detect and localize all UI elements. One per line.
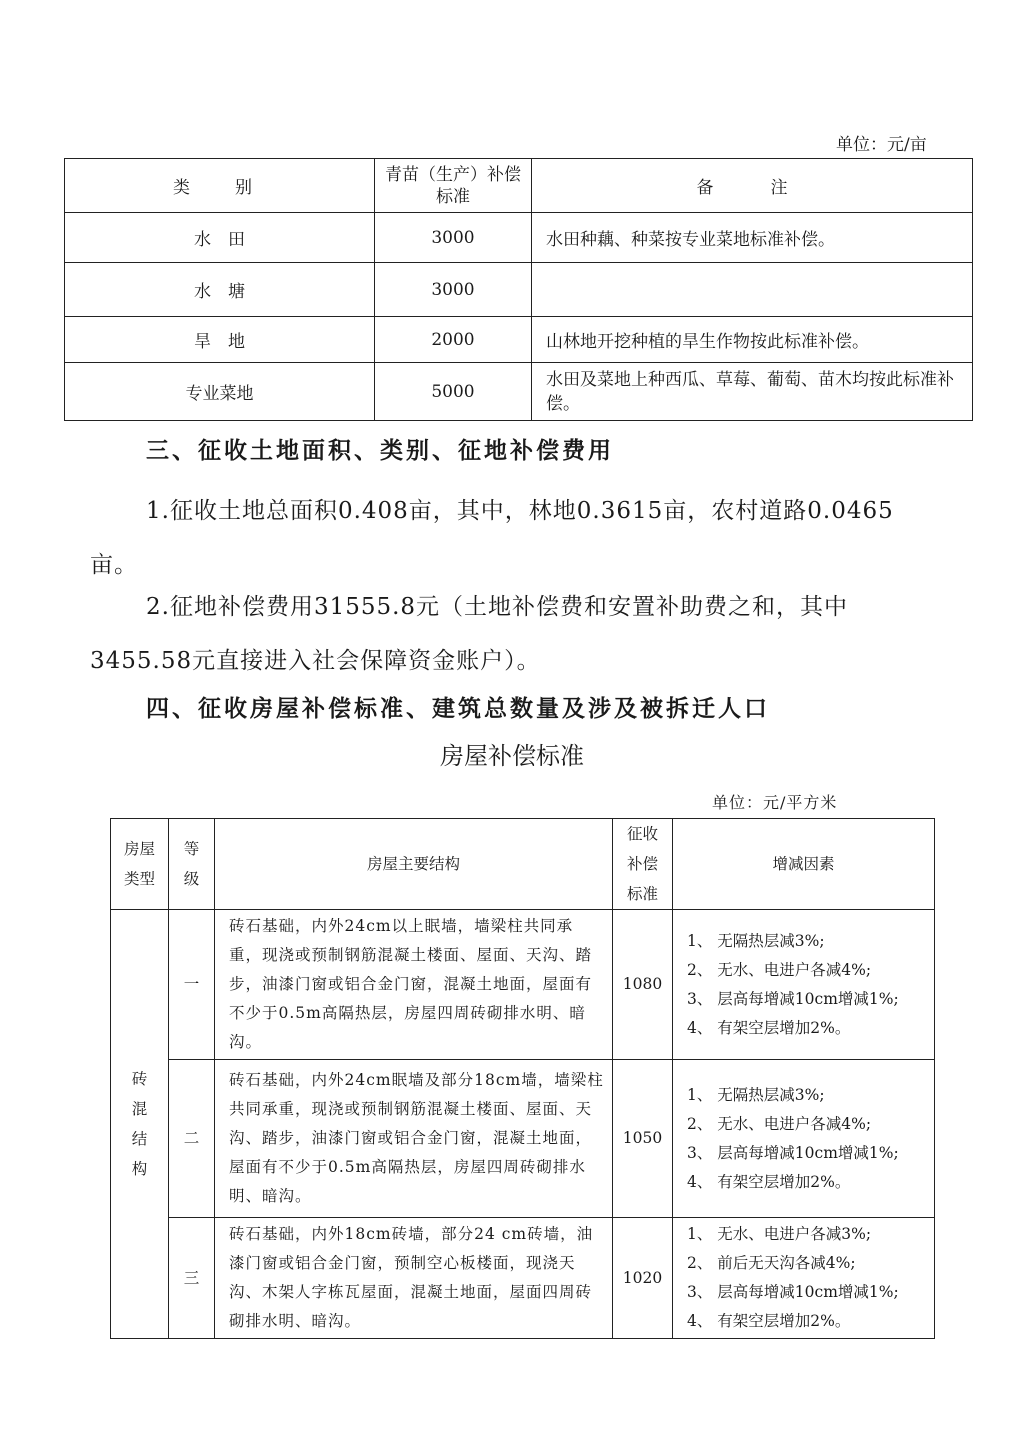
header-house-type-text: 房屋类型 bbox=[124, 840, 156, 888]
row-standard: 2000 bbox=[375, 317, 532, 363]
table-row bbox=[65, 317, 973, 363]
header-structure: 房屋主要结构 bbox=[215, 819, 613, 910]
row-structure: 砖石基础，内外24cm眠墙及部分18cm墙，墙梁柱共同承重，现浇或预制钢筋混凝土楼面、屋面、天沟、踏步，油漆门窗或铝合金门窗，混凝土地面，屋面有不少于0.5m高隔热层，房屋四周砖砌排水明、暗沟。 bbox=[215, 1060, 613, 1218]
header-category: 类 别 bbox=[65, 159, 375, 213]
row-grade: 三 bbox=[169, 1218, 215, 1339]
row-standard: 1020 bbox=[613, 1218, 673, 1339]
header-standard-text: 征收补偿标准 bbox=[627, 825, 659, 903]
house-type-cell bbox=[111, 910, 169, 1339]
table-header-row bbox=[65, 159, 973, 213]
row-remark: 水田及菜地上种西瓜、草莓、葡萄、苗木均按此标准补偿。 bbox=[532, 363, 973, 421]
table-row bbox=[65, 213, 973, 263]
factor-item: 4、 有架空层增加2%。 bbox=[687, 1312, 851, 1330]
row-grade: 一 bbox=[169, 910, 215, 1060]
header-factors: 增减因素 bbox=[673, 819, 935, 910]
header-house-type bbox=[111, 819, 169, 910]
factor-item: 1、 无隔热层减3%; bbox=[687, 931, 825, 950]
row-factors bbox=[673, 1218, 935, 1339]
table-row bbox=[65, 363, 973, 421]
table1-unit: 单位：元/亩 bbox=[836, 135, 927, 155]
factor-item: 4、 有架空层增加2%。 bbox=[687, 1018, 851, 1037]
table-row bbox=[65, 263, 973, 317]
factor-item: 3、 层高每增减10cm增减1%; bbox=[687, 989, 899, 1008]
row-factors bbox=[673, 910, 935, 1060]
factor-item: 2、 无水、电进户各减4%; bbox=[687, 1114, 872, 1133]
table-header-row bbox=[111, 819, 935, 910]
row-category: 水 塘 bbox=[65, 263, 375, 317]
table-row bbox=[111, 910, 935, 1060]
row-standard: 3000 bbox=[375, 213, 532, 263]
row-remark: 水田种藕、种菜按专业菜地标准补偿。 bbox=[532, 213, 973, 263]
header-grade-text: 等级 bbox=[183, 840, 200, 888]
row-standard: 1050 bbox=[613, 1060, 673, 1218]
section3-paragraph-2: 2.征地补偿费用31555.8元（土地补偿费和安置补助费之和，其中3455.58元直接进入社会保障资金账户）。 bbox=[90, 594, 849, 674]
table2-title: 房屋补偿标准 bbox=[440, 742, 584, 770]
header-standard bbox=[613, 819, 673, 910]
row-structure: 砖石基础，内外24cm以上眠墙，墙梁柱共同承重，现浇或预制钢筋混凝土楼面、屋面、天沟、踏步，油漆门窗或铝合金门窗，混凝土地面，屋面有不少于0.5m高隔热层，房屋四周砖砌排水明、暗沟。 bbox=[215, 910, 613, 1060]
row-category: 水 田 bbox=[65, 213, 375, 263]
section3-heading: 三、征收土地面积、类别、征地补偿费用 bbox=[146, 437, 614, 464]
crop-compensation-table bbox=[64, 158, 973, 421]
factor-item: 1、 无隔热层减3%; bbox=[687, 1085, 825, 1104]
header-remark: 备 注 bbox=[532, 159, 973, 213]
factor-item: 1、 无水、电进户各减3%; bbox=[687, 1225, 872, 1243]
factor-item: 3、 层高每增减10cm增减1%; bbox=[687, 1143, 899, 1162]
row-remark: 山林地开挖种植的旱生作物按此标准补偿。 bbox=[532, 317, 973, 363]
row-category: 旱 地 bbox=[65, 317, 375, 363]
row-standard: 5000 bbox=[375, 363, 532, 421]
section4-heading: 四、征收房屋补偿标准、建筑总数量及涉及被拆迁人口 bbox=[146, 695, 770, 722]
row-remark bbox=[532, 263, 973, 317]
table-row bbox=[111, 1060, 935, 1218]
section3-paragraph-1: 1.征收土地总面积0.408亩，其中，林地0.3615亩，农村道路0.0465亩。 bbox=[90, 498, 894, 578]
row-factors bbox=[673, 1060, 935, 1218]
row-structure: 砖石基础，内外18cm砖墙，部分24 cm砖墙，油漆门窗或铝合金门窗，预制空心板楼面，现浇天沟、木架人字栋瓦屋面，混凝土地面，屋面四周砖砌排水明、暗沟。 bbox=[215, 1218, 613, 1339]
factor-item: 4、 有架空层增加2%。 bbox=[687, 1172, 851, 1191]
row-category: 专业菜地 bbox=[65, 363, 375, 421]
factor-item: 2、 前后无天沟各减4%; bbox=[687, 1254, 856, 1272]
table-row bbox=[111, 1218, 935, 1339]
table2-unit: 单位：元/平方米 bbox=[712, 793, 838, 812]
header-standard: 青苗（生产）补偿标准 bbox=[375, 159, 532, 213]
row-grade: 二 bbox=[169, 1060, 215, 1218]
row-standard: 1080 bbox=[613, 910, 673, 1060]
factor-item: 3、 层高每增减10cm增减1%; bbox=[687, 1283, 899, 1301]
factor-item: 2、 无水、电进户各减4%; bbox=[687, 960, 872, 979]
house-type-text: 砖混结构 bbox=[131, 1070, 148, 1178]
row-standard: 3000 bbox=[375, 263, 532, 317]
header-grade bbox=[169, 819, 215, 910]
house-compensation-table bbox=[110, 818, 935, 1339]
